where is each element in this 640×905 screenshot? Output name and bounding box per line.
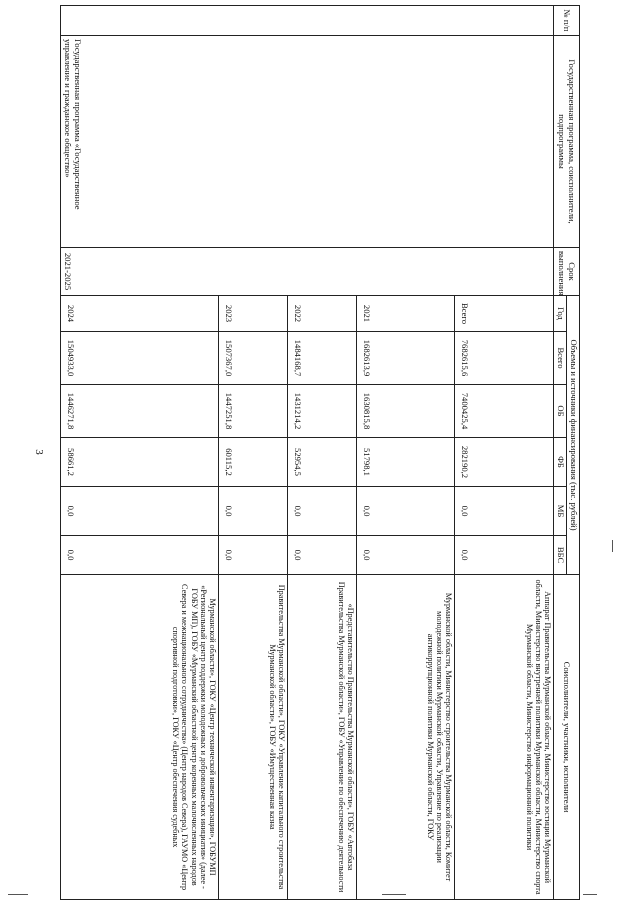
mb-cell: 0,0 [218,487,287,536]
ob-cell: 1630815,8 [356,385,455,438]
header-fb: ФБ [554,438,567,487]
header-term: Срок выполнения [554,248,580,296]
scan-mark [583,894,597,895]
header-mb: МБ [554,487,567,536]
mb-cell: 0,0 [61,487,219,536]
ob-cell: 1431214,2 [287,385,356,438]
vbs-cell: 0,0 [455,536,554,575]
executors-cell [61,575,219,900]
header-year: Год [554,296,567,332]
year-cell: Всего [455,296,554,332]
fb-cell: 58661,2 [61,438,219,487]
header-num: № п/п [554,6,580,36]
page-number: 3 [32,449,45,455]
total-cell: 1507367,0 [218,332,287,385]
header-executors: Соисполнители, участники, исполнители [554,575,580,900]
total-cell: 7682615,6 [455,332,554,385]
program-name: Государственная программа «Государственное управление и гражданское общество» [61,36,554,248]
mb-cell: 0,0 [356,487,455,536]
header-total: Всего [554,332,567,385]
header-ob: ОБ [554,385,567,438]
year-cell: 2022 [287,296,356,332]
executors-cell [356,575,455,900]
ob-cell: 1446271,8 [61,385,219,438]
scan-mark [8,894,28,895]
table-row [455,6,554,900]
executors-text: Аппарат Правительства Мурманской области, Министерство юстиции Мурманской области, Министерство внутренней политики Мурманской области, Министерство спорта Мурманской области, Министерство информационной политики [524,579,552,895]
total-cell: 1682613,9 [356,332,455,385]
year-cell: 2023 [218,296,287,332]
header-program: Государственная программа, соисполнители, подпрограммы [554,36,580,248]
executors-text: «Представительство Правительства Мурманской области», ГОБУ «Автобаза Правительства Мурманской области», ГОБУ «Управление по обеспечению деятельности [336,581,355,893]
term: 2021-2025 [61,248,554,296]
fb-cell: 51798,1 [356,438,455,487]
vbs-cell: 0,0 [61,536,219,575]
total-cell: 1484168,7 [287,332,356,385]
year-cell: 2021 [356,296,455,332]
executors-text: Мурманской области», ГОКУ «Центр технической инвентаризации», ГОБУМП «Региональный центр поддержки молодежных и добровольческих инициатив» (далее - ГОБУ МП), ГОБУ «Мурманский областной центр коренных малочисленных народов Севера и межнационального сотрудничества» (Центр народов Севера), ГАУМО «Центр спортивной подготовки», ГОКУ «Центр обеспечения судебных [171,584,217,891]
fb-cell: 282190,2 [455,438,554,487]
executors-text: Мурманской области, Министерство строительства Мурманской области, Комитет молодежной политики Мурманской области, Управление по реализации антикоррупционной политики Мурманской области, ГОКУ [426,592,454,882]
year-cell: 2024 [61,296,219,332]
executors-text: Правительства Мурманской области», ГОКУ «Управление капитального строительства Мурманской области», ГОБУ «Имущественная казна [267,584,286,890]
total-cell: 1504933,0 [61,332,219,385]
ob-cell: 1447251,8 [218,385,287,438]
vbs-cell: 0,0 [218,536,287,575]
rotated-table-page [60,5,580,899]
scan-mark [612,540,613,552]
fb-cell: 60115,2 [218,438,287,487]
mb-cell: 0,0 [455,487,554,536]
executors-cell [287,575,356,900]
financing-table [60,5,580,900]
vbs-cell: 0,0 [287,536,356,575]
cell-num [61,6,554,36]
fb-cell: 52954,5 [287,438,356,487]
ob-cell: 7400425,4 [455,385,554,438]
executors-cell [455,575,554,900]
executors-cell [218,575,287,900]
header-finance: Объемы и источники финансирования (тыс. рублей) [567,296,580,575]
mb-cell: 0,0 [287,487,356,536]
header-vbs: ВБС [554,536,567,575]
scan-mark [382,894,406,895]
vbs-cell: 0,0 [356,536,455,575]
